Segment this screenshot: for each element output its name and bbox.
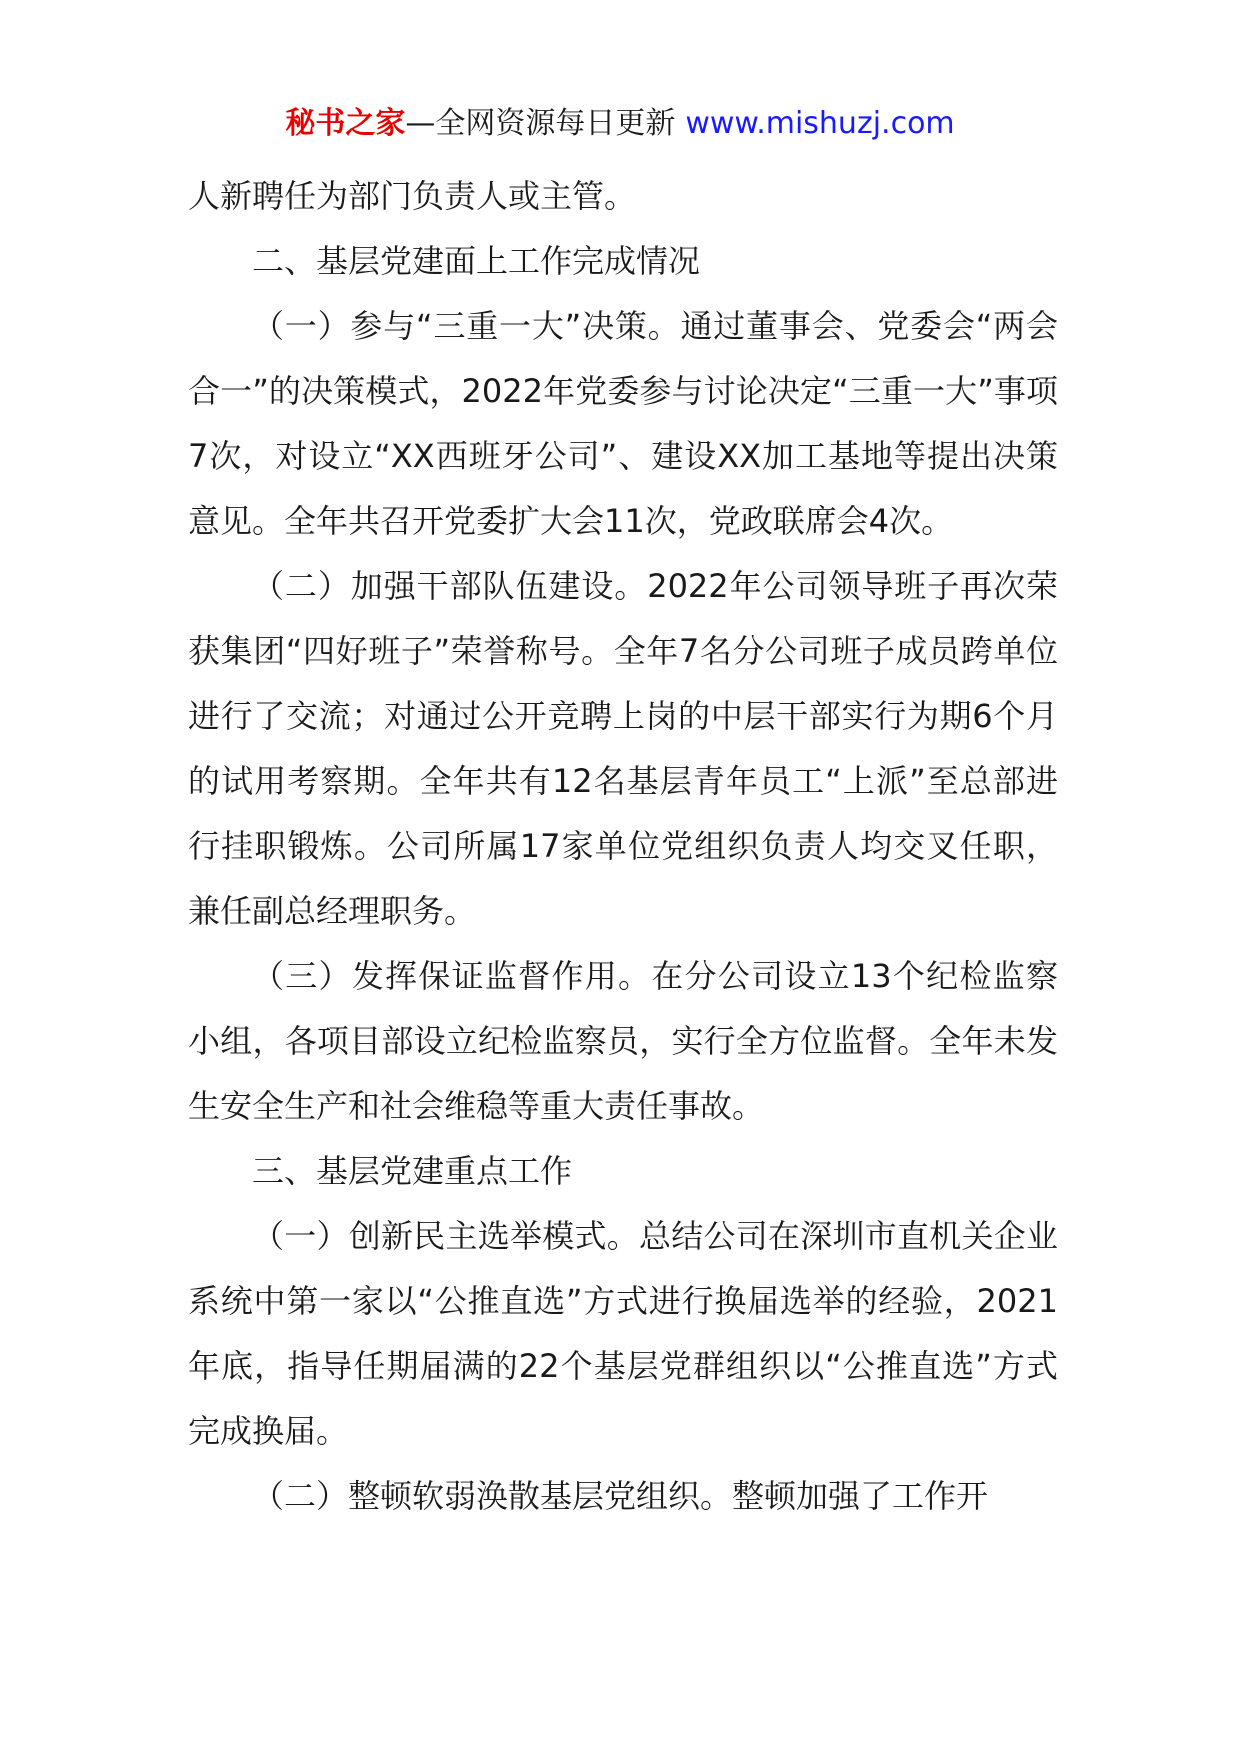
section-heading-2: 二、基层党建面上工作完成情况 — [252, 242, 701, 280]
paragraph-2-2: （二）加强干部队伍建设。2022年公司领导班子再次荣获集团“四好班子”荣誉称号。全年7名分公司班子成员跨单位进行了交流；对通过公开竞聘上岗的中层干部实行为期6个月的试用考察期。全年共有12名基层青年员工“上派”至总部进行挂职锻炼。公司所属17家单位党组织负责人均交叉任职，兼任副总经理职务。 — [188, 567, 1058, 930]
paragraph-3-2: （二）整顿软弱涣散基层党组织。整顿加强了工作开 — [252, 1477, 989, 1515]
document-body — [188, 164, 1058, 1529]
paragraph-2-1: （一）参与“三重一大”决策。通过董事会、党委会“两会合一”的决策模式，2022年党委参与讨论决定“三重一大”事项7次，对设立“XX西班牙公司”、建设XX加工基地等提出决策意见。全年共召开党委扩大会11次，党政联席会4次。 — [188, 307, 1058, 540]
brand-name: 秘书之家 — [285, 106, 406, 141]
site-header — [0, 104, 1240, 144]
header-tagline: —全网资源每日更新 — [405, 106, 676, 141]
paragraph-2-3: （三）发挥保证监督作用。在分公司设立13个纪检监察小组，各项目部设立纪检监察员，实行全方位监督。全年未发生安全生产和社会维稳等重大责任事故。 — [188, 957, 1058, 1125]
site-url-link[interactable]: www.mishuzj.com — [685, 106, 955, 141]
section-heading-3: 三、基层党建重点工作 — [252, 1152, 573, 1190]
paragraph-3-1: （一）创新民主选举模式。总结公司在深圳市直机关企业系统中第一家以“公推直选”方式进行换届选举的经验，2021年底，指导任期届满的22个基层党群组织以“公推直选”方式完成换届。 — [188, 1217, 1058, 1450]
paragraph-continuation: 人新聘任为部门负责人或主管。 — [188, 177, 637, 215]
